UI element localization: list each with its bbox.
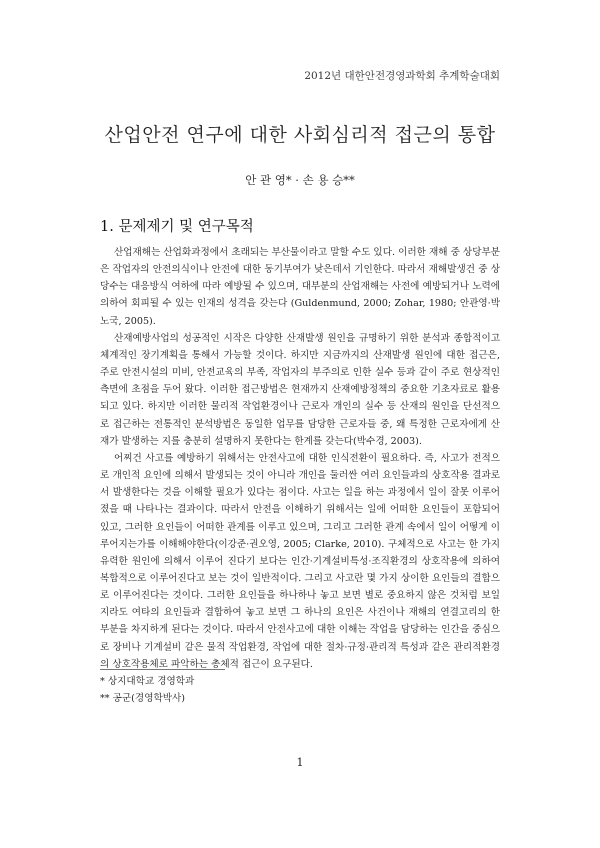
paragraph: 어찌건 사고를 예방하기 위해서는 안전사고에 대한 인식전환이 필요하다. 즉, 사고가 전적으로 개인적 요인에 의해서 발생되는 것이 아니라 개인을 둘러싼 여러 요인들과의 상호작용 결과로서 발생한다는 것을 이해할 필요가 있다는 점이다. 사고는 일을 하는 과정에서 일이 잘못 이루어졌을 때 나타나는 결과이다. 따라서 안전을 이해하기 위해서는 일에 어떠한 요인들이 포함되어 있고, 그러한 요인들이 어떠한 관계를 이루고 있으며, 그리고 그러한 관계 속에서 일이 어떻게 이루어지는가를 이해해야한다(이강준·권오영, 2005; Clarke, 2010). 구체적으로 사고는 한 가지 유력한 원인에 의해서 이루어 진다기 보다는 인간·기계설비특성·조직환경의 상호작용에 의하여 복합적으로 이루어진다고 보는 것이 일반적이다. 그리고 사고란 몇 가지 상이한 요인들의 결합으로 이루어진다는 것이다. 그러한 요인들을 하나하나 놓고 보면 별로 중요하지 않은 것처럼 보일지라도 여타의 요인들과 결합하여 놓고 보면 그 하나의 요인은 사건이나 재해의 연결고리의 한 부분을 차지하게 된다는 것이다. 따라서 안전사고에 대한 이해는 작업을 담당하는 인간을 중심으로 장비나 기계설비 같은 물적 작업환경, 작업에 대한 절차·규정·관리적 특성과 같은 관리적환경의 상호작용체로 파악하는 총체적 접근이 요구된다. — [100, 452, 500, 670]
conference-header: 2012년 대한안전경영과학회 추계학술대회 — [304, 70, 500, 82]
author-line: 안 관 영* · 손 용 승** — [245, 173, 355, 187]
footnotes — [100, 673, 194, 707]
footnote: ** 공군(경영학박사) — [100, 693, 186, 704]
section-heading: 1. 문제제기 및 연구목적 — [100, 219, 254, 235]
footnote-divider — [100, 669, 225, 670]
footnote: * 상지대학교 경영학과 — [100, 676, 195, 687]
body-text — [100, 244, 500, 673]
paragraph: 산재예방사업의 성공적인 시작은 다양한 산재발생 원인을 규명하기 위한 분석과 종합적이고 체계적인 장기계획을 통해서 가능할 것이다. 하지만 지금까지의 산재발생 원인에 대한 접근은, 주로 안전시설의 미비, 안전교육의 부족, 작업자의 부주의로 인한 실수 등과 같이 주로 현상적인 측면에 초점을 두어 왔다. 이러한 접근방법은 현재까지 산재예방정책의 중요한 기초자료로 활용되고 있다. 하지만 이러한 물리적 작업환경이나 근로자 개인의 실수 등 산재의 원인을 단선적으로 접근하는 전통적인 분석방법은 동일한 업무를 담당한 근로자들 중, 왜 특정한 근로자에게 산재가 발생하는 지를 충분히 설명하지 못한다는 한계를 갖는다(박수경, 2003). — [100, 332, 500, 447]
page-number: 1 — [296, 756, 304, 769]
paragraph: 산업재해는 산업화과정에서 초래되는 부산물이라고 말할 수도 있다. 이러한 재해 중 상당부분은 작업자의 안전의식이나 안전에 대한 동기부여가 낮은데서 기인한다. 따라서 재해발생건 중 상당수는 대응방식 여하에 따라 예방될 수 있으며, 대부분의 산업재해는 사전에 예방되거나 노력에 의하여 회피될 수 있는 인재의 성격을 갖는다 (Guldenmund, 2000; Zohar, 1980; 안관영·박노국, 2005). — [100, 247, 500, 327]
paper-title: 산업안전 연구에 대한 사회심리적 접근의 통합 — [104, 124, 496, 146]
